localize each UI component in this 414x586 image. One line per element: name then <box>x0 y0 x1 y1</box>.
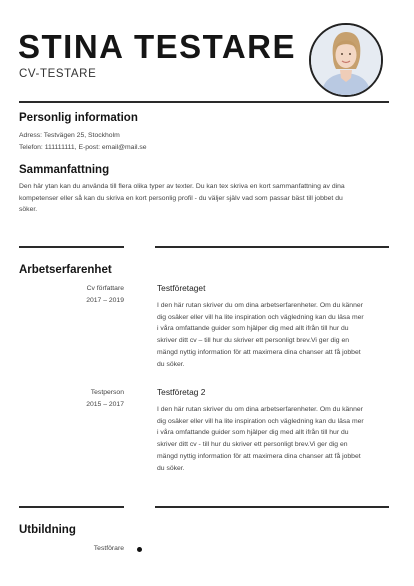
summary-text <box>19 181 394 216</box>
summary-line: kompetenser eller så kan du skriva en kort personlig profil - du väljer själv vad som passar bäst till jobbet du <box>19 194 343 202</box>
job-description <box>157 300 397 370</box>
job-description-line: I den här rutan skriver du om dina arbetserfarenheter. Om du känner <box>157 406 363 413</box>
job-description-line: I den här rutan skriver du om dina arbetserfarenheter. Om du känner <box>157 302 363 309</box>
job-description-line: skriver ditt cv – till hur du skriver ett personligt brev.Vi ger dig en <box>157 337 350 345</box>
job-company: Testföretaget <box>157 283 206 293</box>
contact-line: Telefon: 111111111, E-post: email@mail.se <box>19 144 147 151</box>
job-period: 2015 – 2017 <box>86 401 124 408</box>
header-divider <box>19 101 389 103</box>
candidate-name: STINA TESTARE <box>18 28 297 65</box>
timeline-bullet <box>137 547 142 552</box>
job-description-line: dig osäker eller vill ha lite inspiration och vägledning kan du läsa mer <box>157 313 364 321</box>
summary-heading: Sammanfattning <box>19 164 110 176</box>
right-divider <box>155 506 389 508</box>
portrait-image <box>311 25 381 95</box>
job-description-line: du söker. <box>157 464 185 472</box>
summary-line: söker. <box>19 206 38 214</box>
summary-line: Den här ytan kan du använda till flera olika typer av texter. Du kan tex skriva en kort sammanfattning av dina <box>19 183 345 190</box>
experience-heading: Arbetserfarenhet <box>19 264 112 276</box>
job-description-line: mängd nyttig information för att maximera dina chanser att få jobbet <box>157 348 361 356</box>
job-period: 2017 – 2019 <box>86 297 124 304</box>
left-divider <box>19 506 124 508</box>
job-role: Cv författare <box>86 285 124 292</box>
job-description <box>157 404 397 474</box>
address-line: Adress: Testvägen 25, Stockholm <box>19 132 120 139</box>
education-heading: Utbildning <box>19 524 76 536</box>
job-description-line: du söker. <box>157 360 185 368</box>
job-description-line: dig osäker eller vill ha lite inspiration och vägledning kan du läsa mer <box>157 417 364 425</box>
job-description-line: i våra omfattande guider som hjälper dig med allt ifrån till hur du <box>157 429 349 437</box>
job-role: Testperson <box>90 389 124 396</box>
job-description-line: mängd nyttig information för att maximera dina chanser att få jobbet <box>157 452 361 460</box>
candidate-role: CV-TESTARE <box>19 68 97 80</box>
right-divider <box>155 246 389 248</box>
personal-info-heading: Personlig information <box>19 112 138 124</box>
job-description-line: i våra omfattande guider som hjälper dig med allt ifrån till hur du <box>157 325 349 333</box>
education-entry: Testförare <box>93 545 124 552</box>
left-divider <box>19 246 124 248</box>
job-company: Testföretag 2 <box>157 387 206 397</box>
profile-photo <box>309 23 383 97</box>
job-description-line: skriver ditt cv - till hur du skriver ett personligt brev.Vi ger dig en <box>157 441 348 449</box>
